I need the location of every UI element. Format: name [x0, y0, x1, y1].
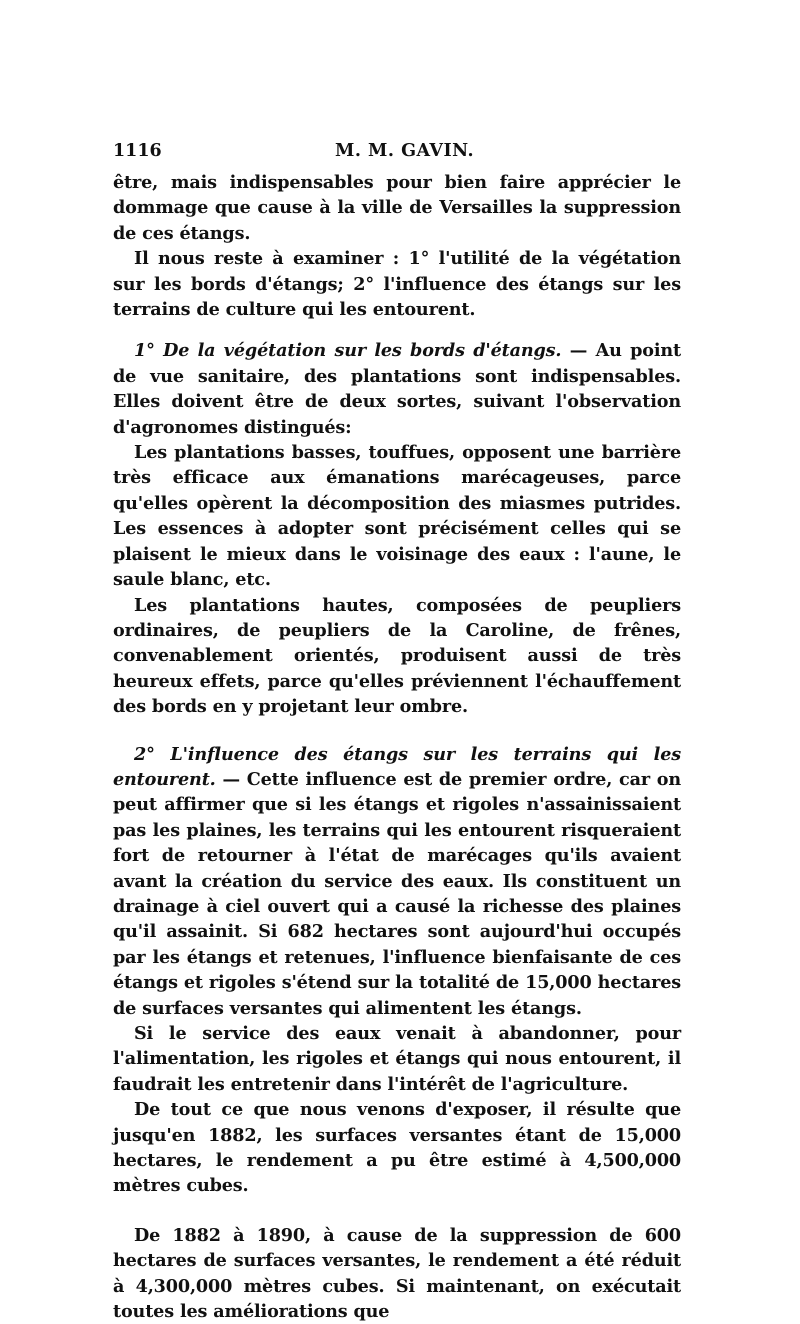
paragraph-text: Les plantations hautes, composées de peupliers ordinaires, de peupliers de la Caroline, de frênes, convenablement orientés, produisent aussi de très heureux effets, parce qu'elles préviennent l'échauffement des bords en y projetant leur ombre. — [113, 594, 681, 718]
paragraph-text: De 1882 à 1890, à cause de la suppression de 600 hectares de surfaces versantes, le rendement a été réduit à 4,300,000 mètres cubes. Si maintenant, on exécutait toutes les améliorations que — [113, 1224, 681, 1323]
paragraph — [113, 593, 681, 720]
paragraph-text: Si le service des eaux venait à abandonner, pour l'alimentation, les rigoles et étangs qui nous entourent, il faudrait les entretenir dans l'intérêt de l'agriculture. — [113, 1023, 681, 1095]
running-head: M. M. GAVIN. — [335, 141, 475, 161]
body-text — [113, 170, 681, 1324]
paragraph — [113, 1021, 681, 1097]
section-paragraph — [113, 742, 681, 1021]
paragraph — [113, 1097, 681, 1199]
section-paragraph — [113, 338, 681, 440]
paragraph-text: — Au point de vue sanitaire, des plantations sont indispensables. Elles doivent être de deux sortes, suivant l'observation d'agronomes distingués: — [113, 340, 681, 438]
page-number: 1116 — [113, 141, 162, 161]
paragraph-text: De tout ce que nous venons d'exposer, il résulte que jusqu'en 1882, les surfaces versantes étant de 15,000 hectares, le rendement a pu être estimé à 4,500,000 mètres cubes. — [113, 1099, 681, 1197]
paragraph-text: Les plantations basses, touffues, opposent une barrière très efficace aux émanations marécageuses, parce qu'elles opèrent la décomposition des miasmes putrides. Les essences à adopter sont précisément celles qui se plaisent le mieux dans le voisinage des eaux : l'aune, le saule blanc, etc. — [113, 442, 681, 591]
paragraph — [113, 1223, 681, 1324]
section-heading: 1° De la végétation sur les bords d'étangs. — [134, 340, 562, 362]
page-header — [113, 141, 679, 165]
paragraph-text: — Cette influence est de premier ordre, car on peut affirmer que si les étangs et rigoles n'assainissaient pas les plaines, les terrains qui les entourent risqueraient fort de retourner à l'état de marécages qu'ils avaient avant la création du service des eaux. Ils constituent un drainage à ciel ouvert qui a causé la richesse des plaines qu'il assainit. Si 682 hectares sont aujourd'hui occupés par les étangs et retenues, l'influence bienfaisante de ces étangs et rigoles s'étend sur la totalité de 15,000 hectares de surfaces versantes qui alimentent les étangs. — [113, 768, 681, 1019]
paragraph — [113, 170, 681, 246]
section-heading: 2° L'influence des étangs sur les terrains qui les entourent. — [113, 743, 681, 790]
paragraph — [113, 440, 681, 592]
paragraph-text: Il nous reste à examiner : 1° l'utilité de la végétation sur les bords d'étangs; 2° l'influence des étangs sur les terrains de culture qui les entourent. — [113, 248, 681, 321]
paragraph — [113, 246, 681, 322]
paragraph-text: être, mais indispensables pour bien faire apprécier le dommage que cause à la ville de Versailles la suppression de ces étangs. — [113, 172, 681, 244]
